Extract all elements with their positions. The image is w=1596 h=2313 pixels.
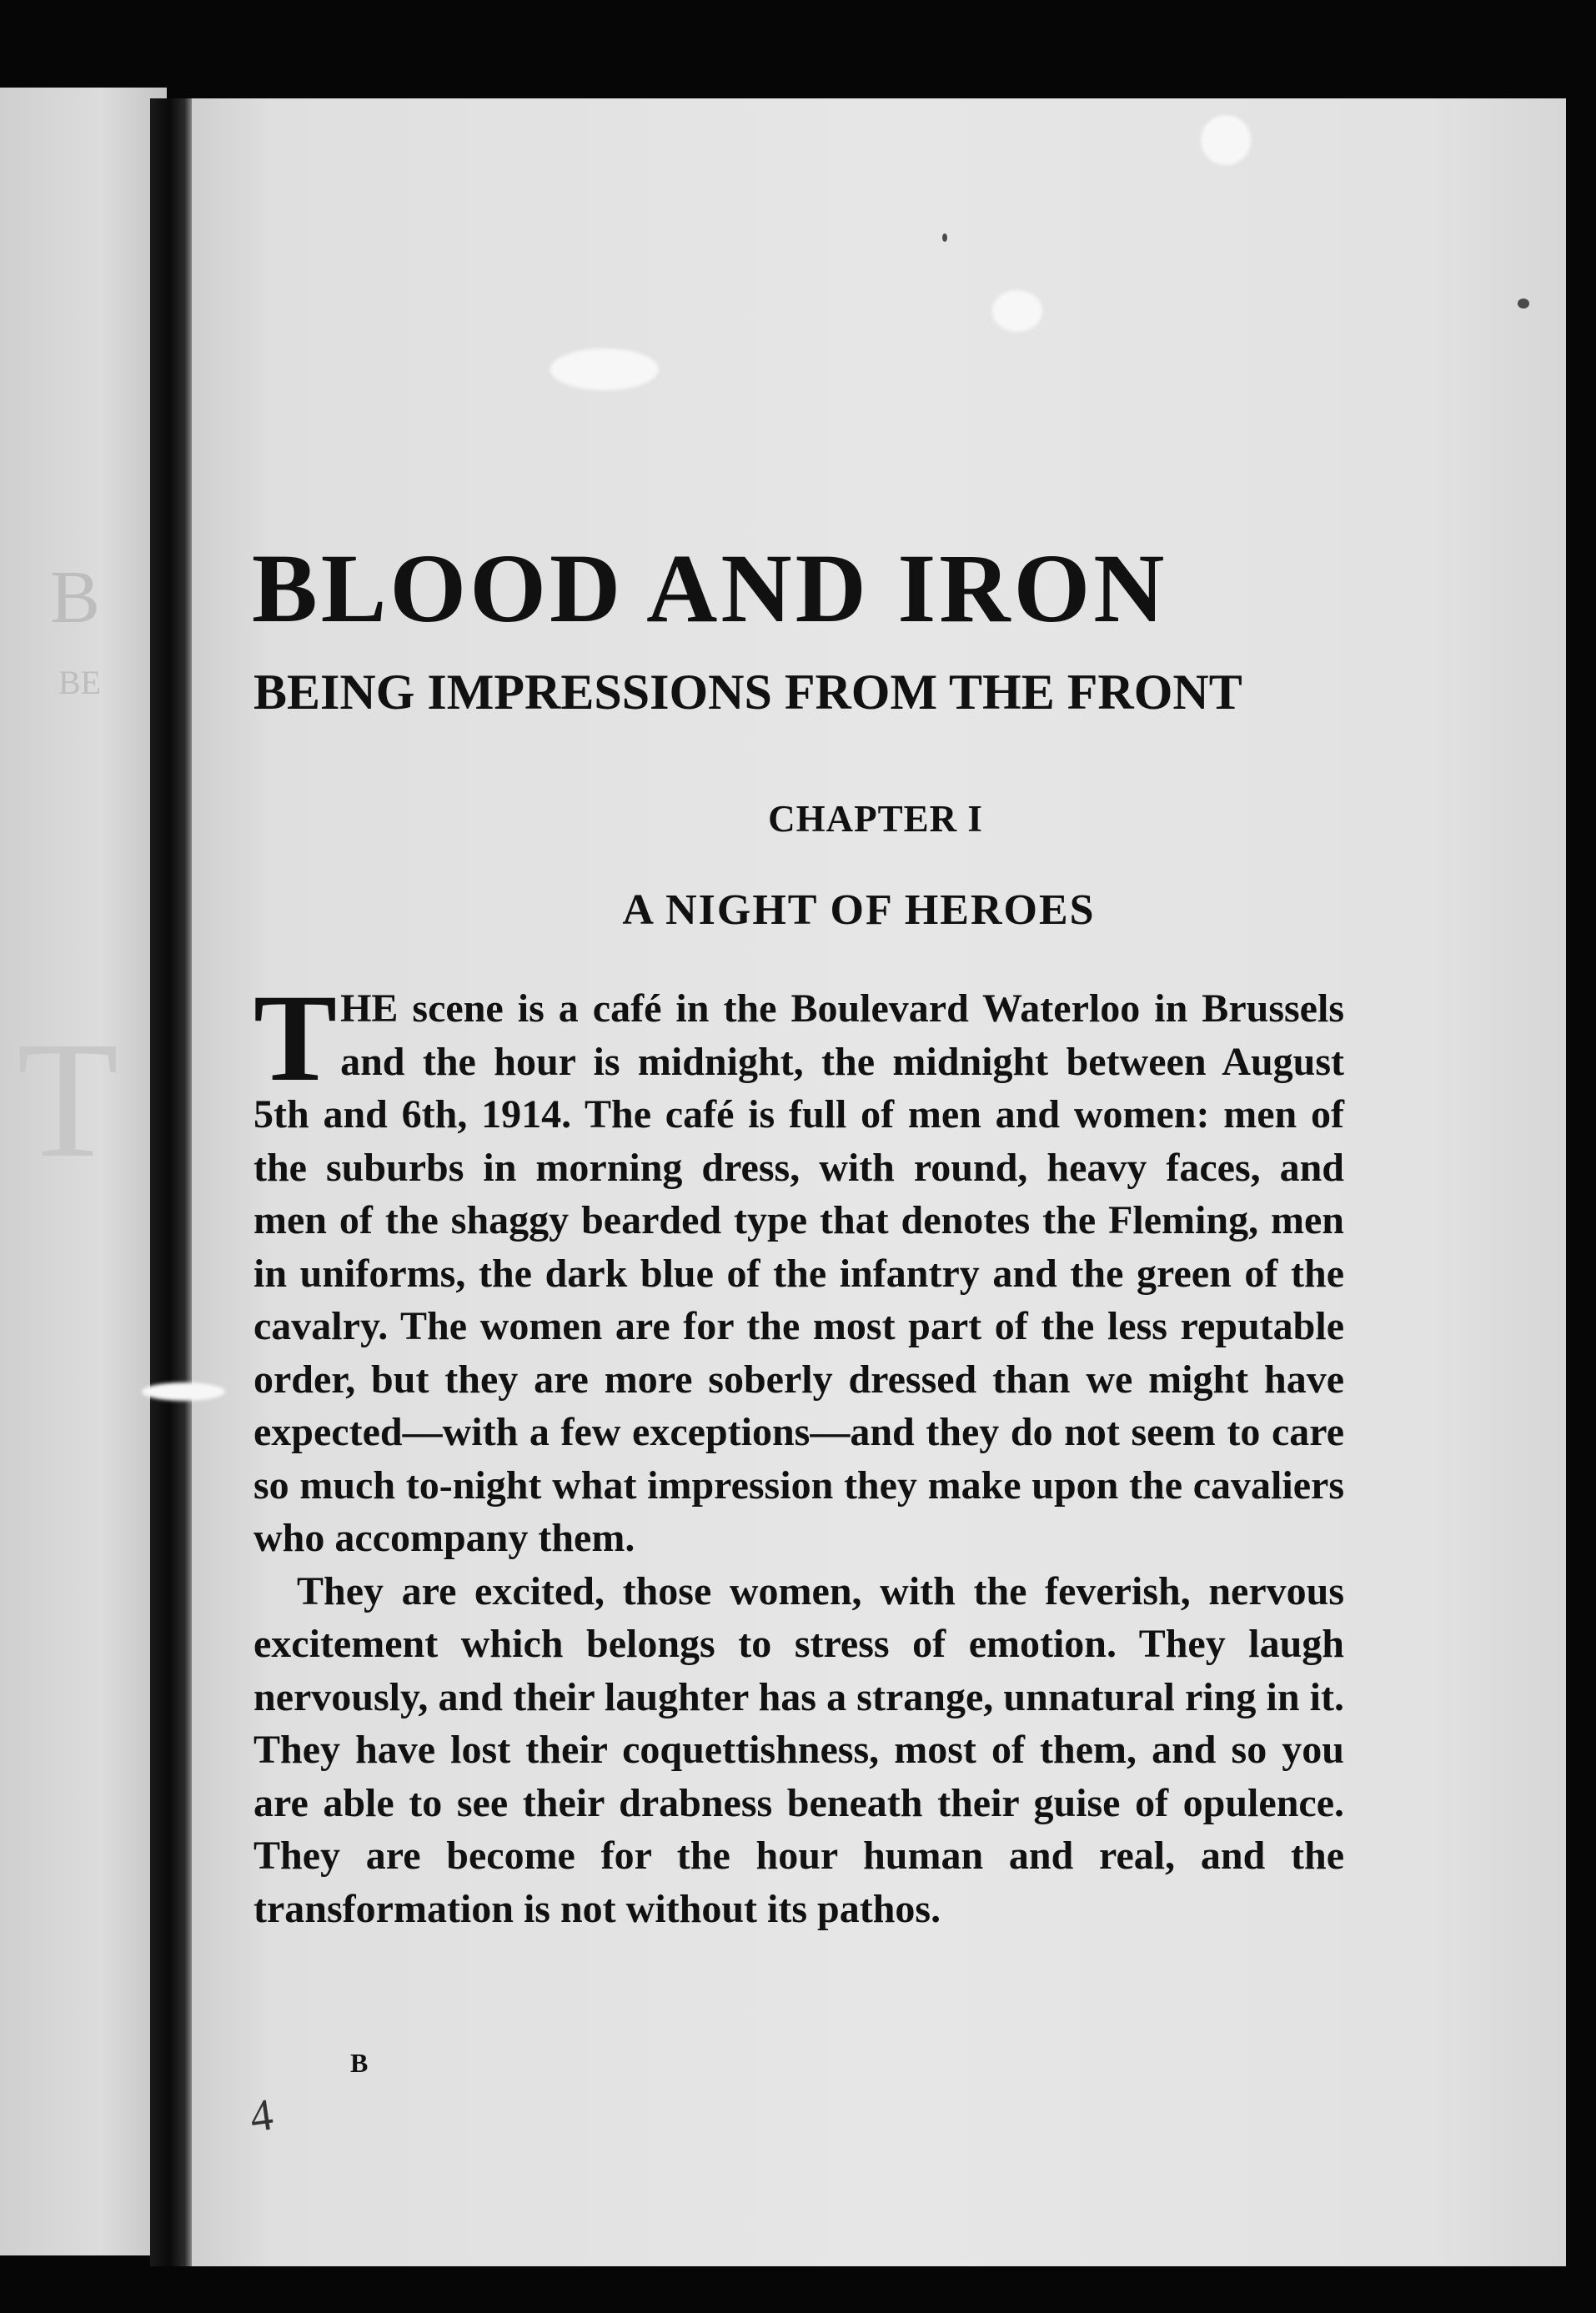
paper-blemish [1201,115,1251,165]
paper-blemish [992,290,1042,332]
drop-cap: T [253,969,338,1107]
book-page [192,98,1566,2266]
facing-page-bleed-mark: B [50,556,101,639]
book-subtitle: BEING IMPRESSIONS FROM THE FRONT [253,665,1242,720]
paragraph-text: HE scene is a café in the Boulevard Waterloo in Brussels and the hour is midnight, the midnight between August 5th and 6th, 1914. The café is full of men and women: men of the suburbs in morning dress, with round, heavy faces, and men of the shaggy bearded type that denotes the Fleming, men in uniforms, the dark blue of the infantry and the green of the cavalry. The women are for the most part of the less reputable order, but they are more soberly dressed than we might have expected—with a few exceptions—and they do not seem to care so much to-night what impression they make upon the cavaliers who accompany them. [253,986,1344,1560]
facing-page-edge [0,88,167,2255]
body-text [253,969,1344,1935]
binding-gutter [150,98,193,2266]
facing-page-bleed-mark: BE [58,664,102,701]
pencil-annotation: 4 [246,2089,277,2142]
paper-blemish [550,349,659,390]
paragraph: They are excited, those women, with the feverish, nervous excitement which belongs to stress of emotion. They laugh nervously, and their laughter has a strange, unnatural ring in it. They have lost their coquettishness, most of them, and so you are able to see their drabness beneath their guise of opulence. They are become for the hour human and real, and the transformation is not without its pathos. [253,1568,1344,1931]
paper-blemish [142,1382,225,1401]
paper-blemish [942,233,947,242]
paragraph [253,969,1344,1565]
facing-page-bleed-mark: T [17,1008,119,1192]
book-title: BLOOD AND IRON [252,534,1168,643]
paper-blemish [1518,299,1529,309]
chapter-title: A NIGHT OF HEROES [622,886,1096,934]
chapter-number: CHAPTER I [768,798,983,840]
signature-mark: B [350,2048,369,2078]
